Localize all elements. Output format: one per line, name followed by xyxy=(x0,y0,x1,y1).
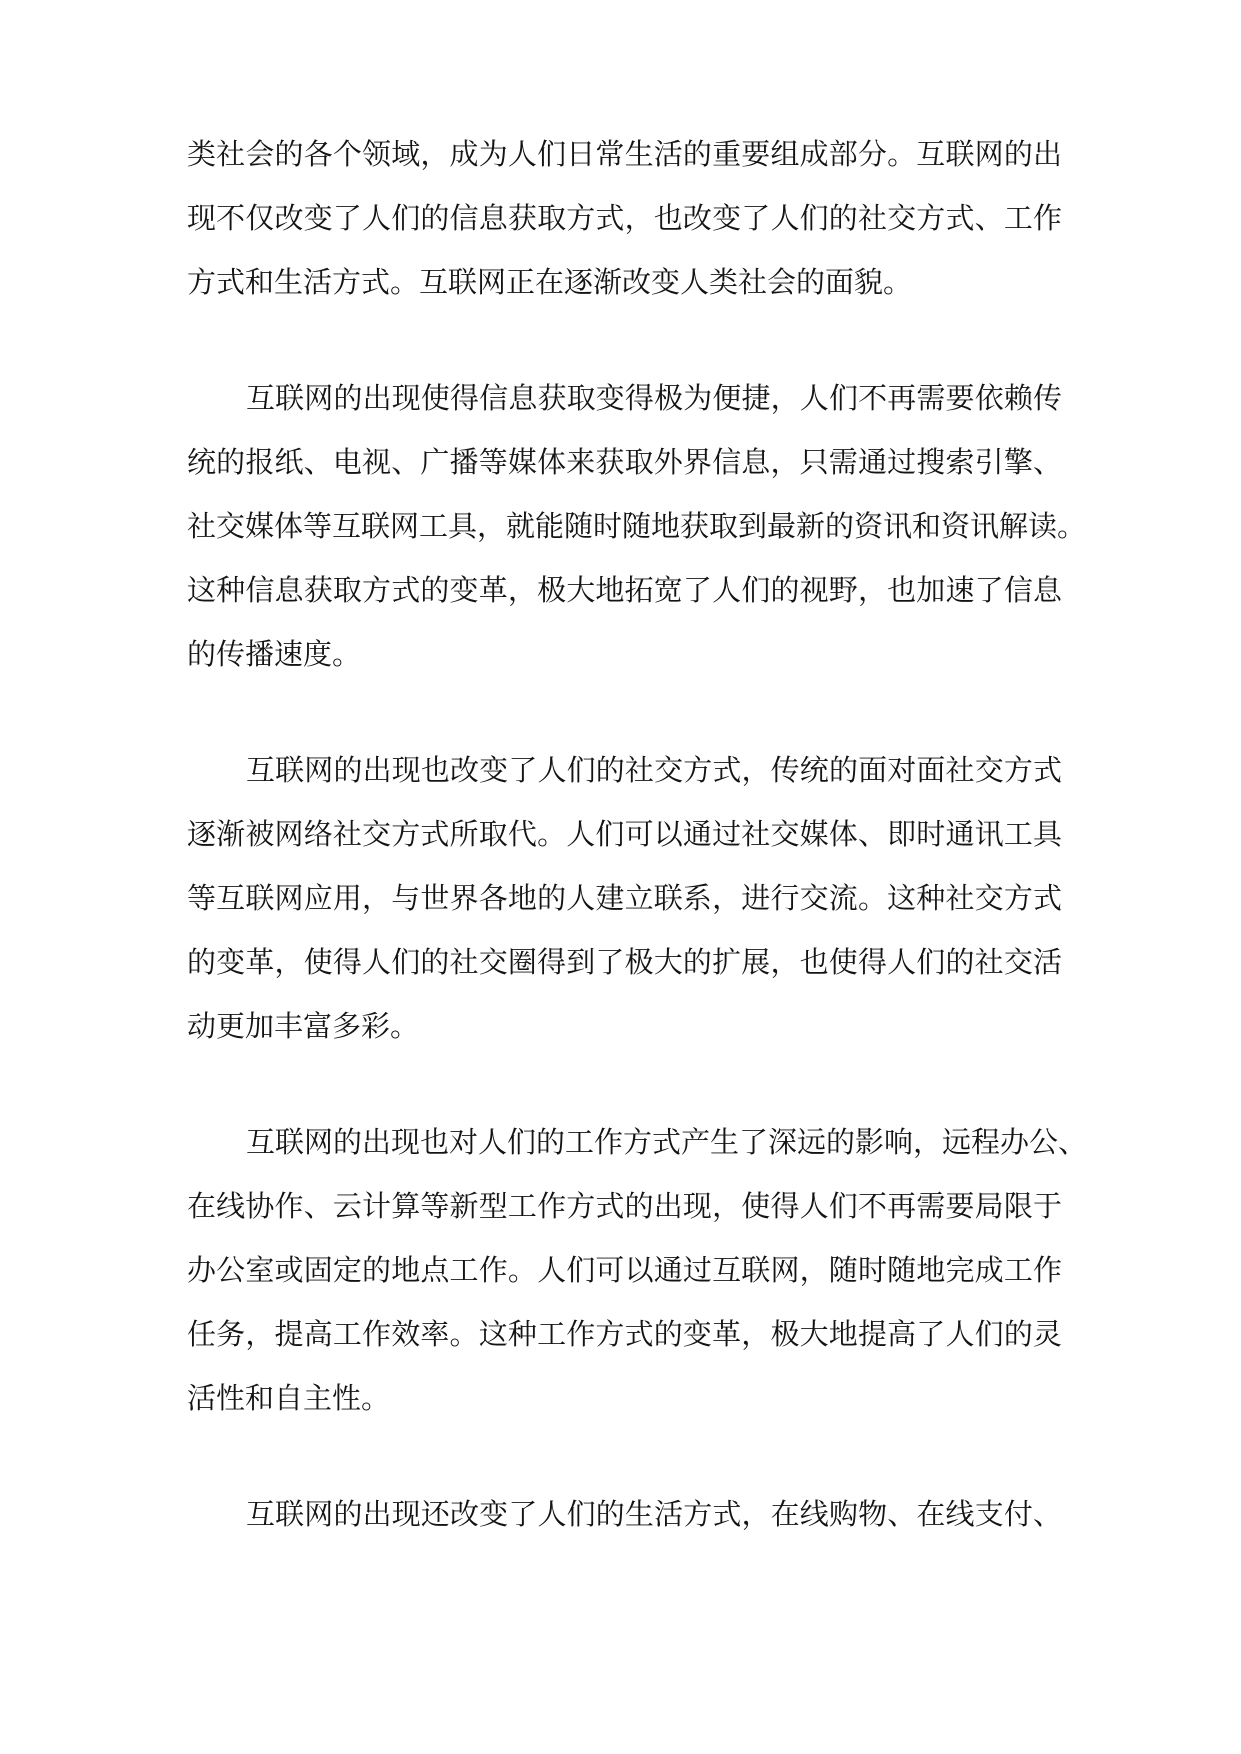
paragraph-line: 互联网的出现使得信息获取变得极为便捷，人们不再需要依赖传 xyxy=(246,381,1062,415)
paragraph-line: 统的报纸、电视、广播等媒体来获取外界信息，只需通过搜索引擎、 xyxy=(187,445,1062,479)
paragraph-line: 活性和自主性。 xyxy=(187,1381,391,1415)
paragraph-line: 互联网的出现还改变了人们的生活方式，在线购物、在线支付、 xyxy=(246,1497,1062,1531)
paragraph-line: 互联网的出现也改变了人们的社交方式，传统的面对面社交方式 xyxy=(246,753,1062,787)
paragraph-line: 在线协作、云计算等新型工作方式的出现，使得人们不再需要局限于 xyxy=(187,1189,1062,1223)
paragraph-line: 的变革，使得人们的社交圈得到了极大的扩展，也使得人们的社交活 xyxy=(187,945,1062,979)
paragraph-line: 现不仅改变了人们的信息获取方式，也改变了人们的社交方式、工作 xyxy=(187,201,1062,235)
paragraph-line: 办公室或固定的地点工作。人们可以通过互联网，随时随地完成工作 xyxy=(187,1253,1062,1287)
paragraph-line: 社交媒体等互联网工具，就能随时随地获取到最新的资讯和资讯解读。 xyxy=(187,509,1087,543)
paragraph-line: 逐渐被网络社交方式所取代。人们可以通过社交媒体、即时通讯工具 xyxy=(187,817,1062,851)
paragraph-line: 等互联网应用，与世界各地的人建立联系，进行交流。这种社交方式 xyxy=(187,881,1062,915)
paragraph-line: 的传播速度。 xyxy=(187,637,362,671)
paragraph-line: 这种信息获取方式的变革，极大地拓宽了人们的视野，也加速了信息 xyxy=(187,573,1062,607)
paragraph-line: 互联网的出现也对人们的工作方式产生了深远的影响，远程办公、 xyxy=(246,1125,1088,1159)
paragraph-line: 类社会的各个领域，成为人们日常生活的重要组成部分。互联网的出 xyxy=(187,137,1062,171)
paragraph-line: 动更加丰富多彩。 xyxy=(187,1009,420,1043)
paragraph-line: 方式和生活方式。互联网正在逐渐改变人类社会的面貌。 xyxy=(187,265,913,299)
paragraph-line: 任务，提高工作效率。这种工作方式的变革，极大地提高了人们的灵 xyxy=(187,1317,1062,1351)
